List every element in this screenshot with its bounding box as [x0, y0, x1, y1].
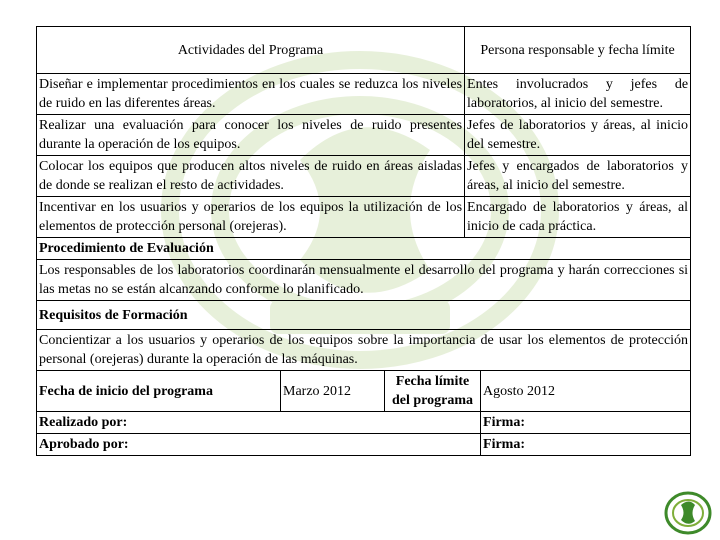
responsible-header: Persona responsable y fecha límite: [465, 27, 691, 74]
evaluation-text-row: [37, 260, 691, 301]
activity-row: [37, 74, 691, 115]
responsible-text: Entes involucrados y jefes de laboratorios, al inicio del semestre.: [465, 74, 691, 115]
dates-row: [37, 371, 691, 412]
signature-label: Firma:: [481, 412, 691, 434]
training-title-row: [37, 301, 691, 330]
start-date-value: Marzo 2012: [281, 371, 385, 412]
activity-text: Colocar los equipos que producen altos niveles de ruido en áreas aisladas de donde se realizan el resto de actividades.: [37, 156, 465, 197]
activity-text: Realizar una evaluación para conocer los niveles de ruido presentes durante la operación de los equipos.: [37, 115, 465, 156]
header-row: [37, 27, 691, 74]
evaluation-text: Los responsables de los laboratorios coordinarán mensualmente el desarrollo del programa y harán correcciones si las metas no se están alcanzando conforme lo planificado.: [37, 260, 691, 301]
activity-text: Incentivar en los usuarios y operarios de los equipos la utilización de los elementos de protección personal (orejeras).: [37, 197, 465, 238]
training-text-row: [37, 330, 691, 371]
signature-label: Firma:: [481, 434, 691, 456]
activity-text: Diseñar e implementar procedimientos en los cuales se reduzca los niveles de ruido en las diferentes áreas.: [37, 74, 465, 115]
activity-row: [37, 197, 691, 238]
training-text: Concientizar a los usuarios y operarios de los equipos sobre la importancia de usar los elementos de protección personal (orejeras) durante la operación de las máquinas.: [37, 330, 691, 371]
made-by-label: Realizado por:: [37, 412, 481, 434]
responsible-text: Encargado de laboratorios y áreas, al inicio de cada práctica.: [465, 197, 691, 238]
end-date-value: Agosto 2012: [481, 371, 691, 412]
approved-by-row: [37, 434, 691, 456]
training-title: Requisitos de Formación: [37, 301, 691, 330]
program-table-container: [36, 26, 690, 456]
activity-row: [37, 156, 691, 197]
institution-logo: [664, 490, 712, 536]
responsible-text: Jefes de laboratorios y áreas, al inicio del semestre.: [465, 115, 691, 156]
responsible-text: Jefes y encargados de laboratorios y áreas, al inicio del semestre.: [465, 156, 691, 197]
activities-header: Actividades del Programa: [37, 27, 465, 74]
evaluation-title: Procedimiento de Evaluación: [37, 238, 691, 260]
evaluation-title-row: [37, 238, 691, 260]
made-by-row: [37, 412, 691, 434]
program-table: [36, 26, 691, 456]
start-date-label: Fecha de inicio del programa: [37, 371, 281, 412]
activity-row: [37, 115, 691, 156]
approved-by-label: Aprobado por:: [37, 434, 481, 456]
end-date-label: Fecha límite del programa: [385, 371, 481, 412]
